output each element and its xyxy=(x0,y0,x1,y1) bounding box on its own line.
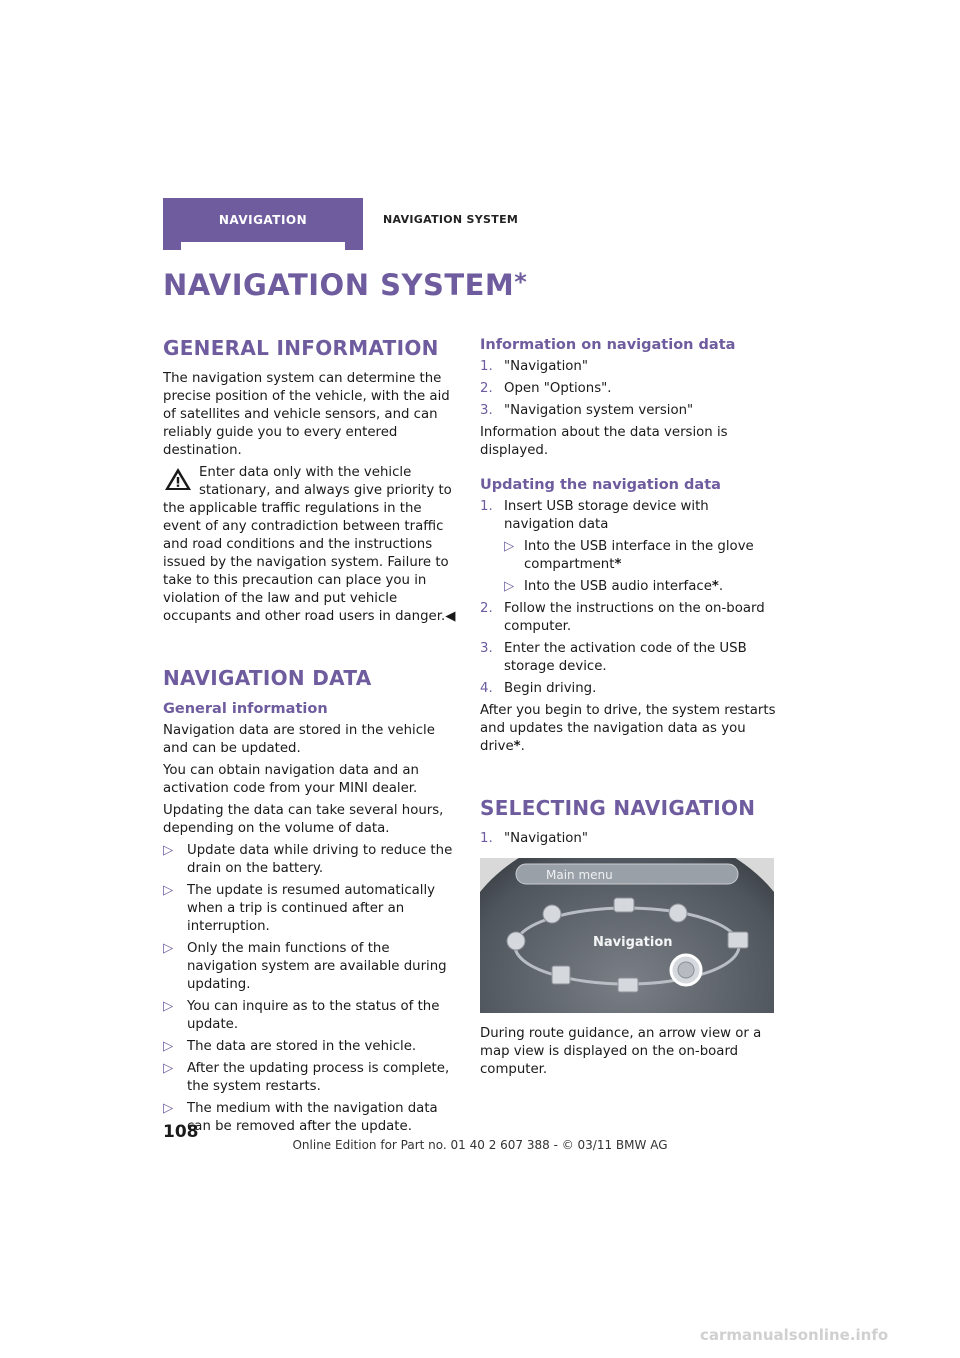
right-column xyxy=(480,336,776,1083)
car-icon xyxy=(614,898,634,912)
bullet-icon: ▷ xyxy=(504,539,515,554)
bullet-icon: ▷ xyxy=(163,999,174,1014)
list-item: ▷ The data are stored in the vehicle. xyxy=(163,1039,417,1054)
list-item: ▷ Update data while driving to reduce the drain on the battery. xyxy=(163,843,453,876)
asterisk-mark: * xyxy=(614,557,622,572)
screen-menu-title: Main menu xyxy=(546,868,613,882)
warning-icon xyxy=(163,466,193,492)
list-item: 4. Begin driving. xyxy=(480,681,597,696)
nav-data-para-1: Navigation data are stored in the vehicle and can be updated. xyxy=(163,723,435,756)
updating-sub-bullets xyxy=(504,538,776,596)
settings-icon xyxy=(543,905,561,923)
end-mark-icon: ◀ xyxy=(445,609,456,624)
audio-icon xyxy=(507,932,525,950)
header-topic: NAVIGATION SYSTEM xyxy=(383,213,519,226)
left-column xyxy=(163,336,459,1140)
info-nav-data-after: Information about the data version is displayed. xyxy=(480,425,728,458)
media-icon xyxy=(618,978,638,992)
list-item: ▷ After the updating process is complete, the system restarts. xyxy=(163,1061,450,1094)
screen-center-label: Navigation xyxy=(593,935,673,950)
general-info-intro: The navigation system can determine the precise position of the vehicle, with the aid of satellites and vehicle sensors, and can reliably guide you to every entered destination. xyxy=(163,371,450,458)
updating-steps xyxy=(480,498,776,698)
page-number: 108 xyxy=(163,1122,199,1142)
list-item: ▷ The update is resumed automatically when a trip is continued after an interruption. xyxy=(163,883,436,934)
selecting-steps xyxy=(480,830,776,848)
info-nav-data-heading: Information on navigation data xyxy=(480,337,736,353)
info-nav-data-steps xyxy=(480,358,776,420)
list-item: 3. Enter the activation code of the USB storage device. xyxy=(480,641,747,674)
list-item: ▷ Only the main functions of the navigation system are available during updating. xyxy=(163,941,447,992)
updating-after: After you begin to drive, the system restarts and updates the navigation data as you drive*. xyxy=(480,703,776,754)
nav-data-para-3: Updating the data can take several hours, depending on the volume of data. xyxy=(163,803,444,836)
title-asterisk: * xyxy=(514,268,528,296)
list-item: 2. Follow the instructions on the on-board computer. xyxy=(480,601,765,634)
selecting-navigation-heading: SELECTING NAVIGATION xyxy=(480,796,756,820)
page-title: NAVIGATION SYSTEM* xyxy=(163,268,528,302)
bullet-icon: ▷ xyxy=(163,843,174,858)
nav-data-para-2: You can obtain navigation data and an activation code from your MINI dealer. xyxy=(163,763,419,796)
warning-text: Enter data only with the vehicle stationary, and always give priority to the applicable traffic regulations in the event of any contradiction between traffic and road conditions and the instructions issued by the navigation system. Failure to take to this precaution can place you in violation of the law and put vehicle occupants and other road users in danger. xyxy=(163,465,452,624)
list-item: 2. Open "Options". xyxy=(480,381,612,396)
footer-edition: Online Edition for Part no. 01 40 2 607 388 - © 03/11 BMW AG xyxy=(292,1138,668,1152)
selecting-after: During route guidance, an arrow view or a map view is displayed on the on-board computer. xyxy=(480,1026,762,1077)
nav-data-general-subheading: General information xyxy=(163,701,328,717)
list-item: ▷ The medium with the navigation data can be removed after the update. xyxy=(163,1101,438,1134)
list-item: 1. Insert USB storage device with navigation data ▷ Into the USB interface in the glove compartment* ▷ Into the USB audio interface*. xyxy=(480,498,776,596)
asterisk-mark: * xyxy=(711,579,719,594)
bullet-icon: ▷ xyxy=(163,941,174,956)
globe-icon xyxy=(669,904,687,922)
bullet-icon: ▷ xyxy=(163,1101,174,1116)
updating-heading: Updating the navigation data xyxy=(480,477,721,493)
warning-block xyxy=(163,464,459,626)
general-info-heading: GENERAL INFORMATION xyxy=(163,336,439,360)
bullet-icon: ▷ xyxy=(163,1061,174,1076)
navigation-data-heading: NAVIGATION DATA xyxy=(163,666,372,690)
asterisk-mark: * xyxy=(513,739,521,754)
section-tab: NAVIGATION xyxy=(163,198,363,242)
list-item: ▷ Into the USB interface in the glove compartment* xyxy=(504,539,754,572)
list-item: ▷ Into the USB audio interface*. xyxy=(504,579,724,594)
nav-data-bullets xyxy=(163,842,459,1136)
bullet-icon: ▷ xyxy=(163,883,174,898)
watermark: carmanualsonline.info xyxy=(700,1326,889,1344)
book-icon xyxy=(728,932,748,948)
bullet-icon: ▷ xyxy=(504,579,515,594)
list-item: ▷ You can inquire as to the status of the update. xyxy=(163,999,440,1032)
onboard-computer-screenshot xyxy=(480,858,774,1013)
list-item: 1. "Navigation" xyxy=(480,359,588,374)
list-item: 1. "Navigation" xyxy=(480,831,588,846)
bullet-icon: ▷ xyxy=(163,1039,174,1054)
list-item: 3. "Navigation system version" xyxy=(480,403,694,418)
phone-icon xyxy=(552,966,570,984)
